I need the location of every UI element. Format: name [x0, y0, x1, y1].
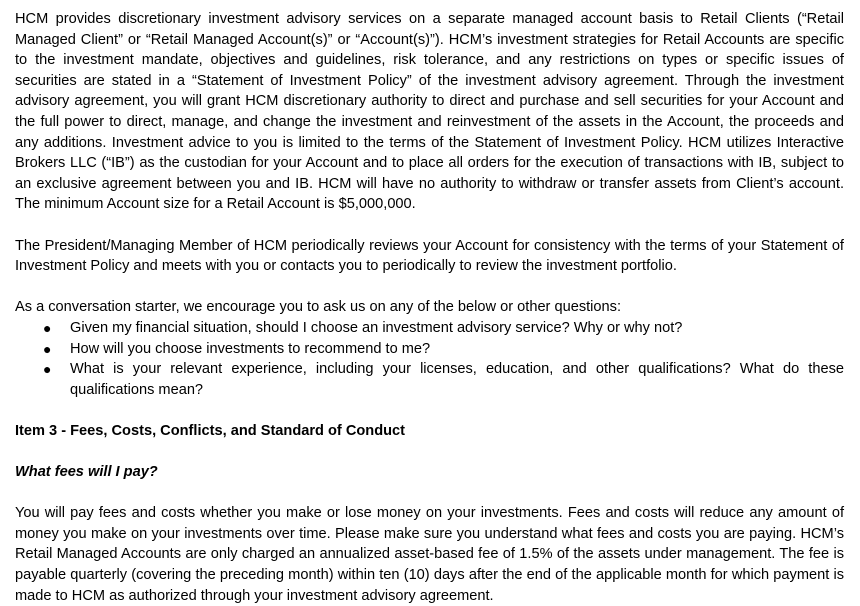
section-heading: Item 3 - Fees, Costs, Conflicts, and Standard of Conduct: [15, 422, 406, 439]
account-review-paragraph: The President/Managing Member of HCM periodically reviews your Account for consistency with the terms of your Statement of Investment Policy and meets with you or contacts you to periodically to review the investment portfolio.: [15, 237, 844, 275]
list-item: [15, 339, 844, 360]
list-item: [15, 318, 844, 339]
section-subheading: What fees will I pay?: [15, 464, 158, 481]
conversation-starter-paragraph: As a conversation starter, we encourage you to ask us on any of the below or other questions:: [15, 299, 621, 316]
bullet-icon: ●: [43, 361, 52, 378]
bullet-icon: ●: [43, 340, 52, 357]
advisory-services-paragraph: HCM provides discretionary investment advisory services on a separate managed account basis to Retail Clients (“Retail Managed Client” or “Retail Managed Account(s)” or “Account(s)”). HCM’s investment strategies for Retail Accounts are specific to the investment mandate, objectives and guidelines, risk tolerance, and any restrictions on types or specific issues of securities are stated in a “Statement of Investment Policy” of the investment advisory agreement. Through the investment advisory agreement, you will grant HCM discretionary authority to direct and purchase and sell securities for your Account and the full power to direct, manage, and change the investment and reinvestment of the assets in the Account, the proceeds and any additions. Investment advice to you is limited to the terms of the Statement of Investment Policy. HCM utilizes Interactive Brokers LLC (“IB”) as the custodian for your Account and to place all orders for the execution of transactions with IB, subject to an exclusive agreement between you and IB. HCM will have no authority to withdraw or transfer assets from Client’s account. The minimum Account size for a Retail Account is $5,000,000.: [15, 11, 844, 213]
question-text: How will you choose investments to recommend to me?: [70, 340, 431, 357]
list-item: [15, 359, 844, 400]
question-text: Given my financial situation, should I choose an investment advisory service? Why or why not?: [70, 319, 683, 336]
fees-paragraph: You will pay fees and costs whether you make or lose money on your investments. Fees and costs will reduce any amount of money you make on your investments over time. Please make sure you understand what fees and costs you are paying. HCM’s Retail Managed Accounts are only charged an annualized asset-based fee of 1.5% of the assets under management. The fee is payable quarterly (covering the preceding month) within ten (10) days after the end of the applicable month for which payment is made to HCM as authorized through your investment advisory agreement.: [15, 505, 844, 604]
question-text: What is your relevant experience, including your licenses, education, and other qualifications? What do these qualifications mean?: [70, 361, 844, 398]
questions-list: [15, 318, 844, 400]
bullet-icon: ●: [43, 319, 52, 336]
